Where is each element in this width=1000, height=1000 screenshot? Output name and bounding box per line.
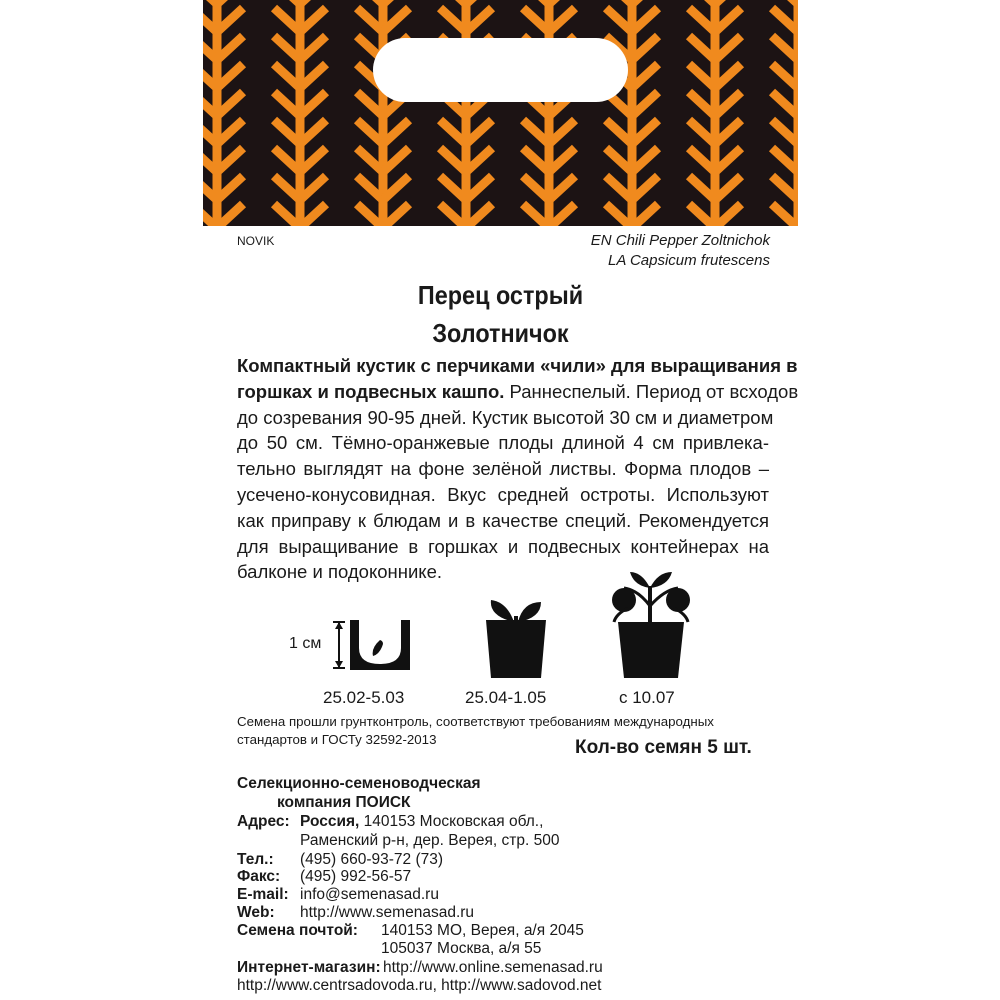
description-text: до созревания 90-95 дней. Кустик высотой 30 см и диаметром bbox=[237, 406, 774, 428]
english-name: EN Chili Pepper Zoltnichok bbox=[590, 232, 770, 249]
description-line bbox=[237, 430, 769, 456]
brand-name: NOVIK bbox=[237, 234, 275, 248]
packet-header-pattern bbox=[203, 0, 798, 226]
hang-hole bbox=[373, 38, 628, 102]
seed-quantity: Кол-во семян 5 шт. bbox=[575, 737, 752, 758]
seed-depth-label: 1 см bbox=[289, 635, 322, 652]
description-line bbox=[237, 353, 798, 379]
address-region: 140153 Московская обл., bbox=[359, 813, 544, 830]
fruiting-plant-pot-icon bbox=[608, 566, 694, 682]
description-text: для выращивание в горшках и подвесных контейнерах на bbox=[237, 535, 769, 557]
description-bold-text: горшках и подвесных кашпо. bbox=[237, 380, 505, 402]
mail-order-label: Семена почтой: bbox=[237, 922, 358, 939]
sowing-date-3: с 10.07 bbox=[619, 688, 675, 707]
description-line bbox=[237, 456, 769, 482]
company-name-line2: компания ПОИСК bbox=[277, 794, 411, 811]
phone-label: Тел.: bbox=[237, 851, 274, 868]
fax-value: (495) 992-56-57 bbox=[300, 868, 412, 885]
description-bold-text: Компактный кустик с перчиками «чили» для выращивания в bbox=[237, 355, 798, 376]
variety-name: Золотничок bbox=[432, 318, 569, 348]
product-description bbox=[237, 353, 799, 585]
description-text: Раннеспелый. Период от всходов bbox=[504, 380, 799, 402]
sowing-date-2: 25.04-1.05 bbox=[465, 688, 547, 707]
certification-text: Семена прошли грунтконтроль, соответствуют требованиям международных bbox=[237, 714, 714, 729]
email-link[interactable]: info@semenasad.ru bbox=[300, 886, 439, 903]
description-text: усечено-конусовидная. Вкус средней остроты. Используют bbox=[237, 483, 769, 505]
description-text: как приправу к блюдам и в качестве специй. Рекомендуется bbox=[237, 509, 769, 531]
description-text: балконе и подоконнике. bbox=[237, 561, 443, 583]
address-line2: Раменский р-н, дер. Верея, стр. 500 bbox=[300, 832, 560, 849]
web-label: Web: bbox=[237, 904, 275, 921]
certification-standard: стандартов и ГОСТу 32592-2013 bbox=[237, 732, 437, 747]
address-label: Адрес: bbox=[237, 813, 290, 830]
latin-name: LA Capsicum frutescens bbox=[607, 252, 770, 269]
partner-links[interactable]: http://www.centrsadovoda.ru, http://www.sadovod.net bbox=[237, 977, 602, 994]
description-line bbox=[237, 379, 799, 405]
email-label: E-mail: bbox=[237, 886, 289, 903]
sprout-pot-icon bbox=[483, 592, 549, 682]
web-link[interactable]: http://www.semenasad.ru bbox=[300, 904, 475, 921]
description-text: до 50 см. Тёмно-оранжевые плоды длиной 4 см привлека- bbox=[237, 432, 769, 454]
seed-depth-icon bbox=[331, 614, 413, 674]
address-country: Россия, bbox=[300, 813, 360, 830]
fax-label: Факс: bbox=[237, 868, 281, 885]
product-title: Перец острый bbox=[417, 280, 584, 310]
description-line bbox=[237, 508, 769, 534]
phone-value: (495) 660-93-72 (73) bbox=[300, 851, 444, 868]
description-line bbox=[237, 405, 774, 431]
description-text: тельно выглядят на фоне зелёной листвы. Форма плодов – bbox=[237, 458, 769, 480]
mail-order-address-2: 105037 Москва, а/я 55 bbox=[381, 940, 542, 957]
online-shop-label: Интернет-магазин: bbox=[237, 959, 381, 976]
seed-packet bbox=[203, 0, 798, 1000]
mail-order-address-1: 140153 МО, Верея, а/я 2045 bbox=[381, 922, 584, 939]
address-line1 bbox=[300, 813, 543, 831]
description-line bbox=[237, 534, 769, 560]
description-line bbox=[237, 482, 769, 508]
company-name-line1: Селекционно-семеноводческая bbox=[237, 775, 481, 792]
sowing-date-1: 25.02-5.03 bbox=[323, 688, 405, 707]
online-shop-link[interactable]: http://www.online.semenasad.ru bbox=[383, 959, 603, 976]
